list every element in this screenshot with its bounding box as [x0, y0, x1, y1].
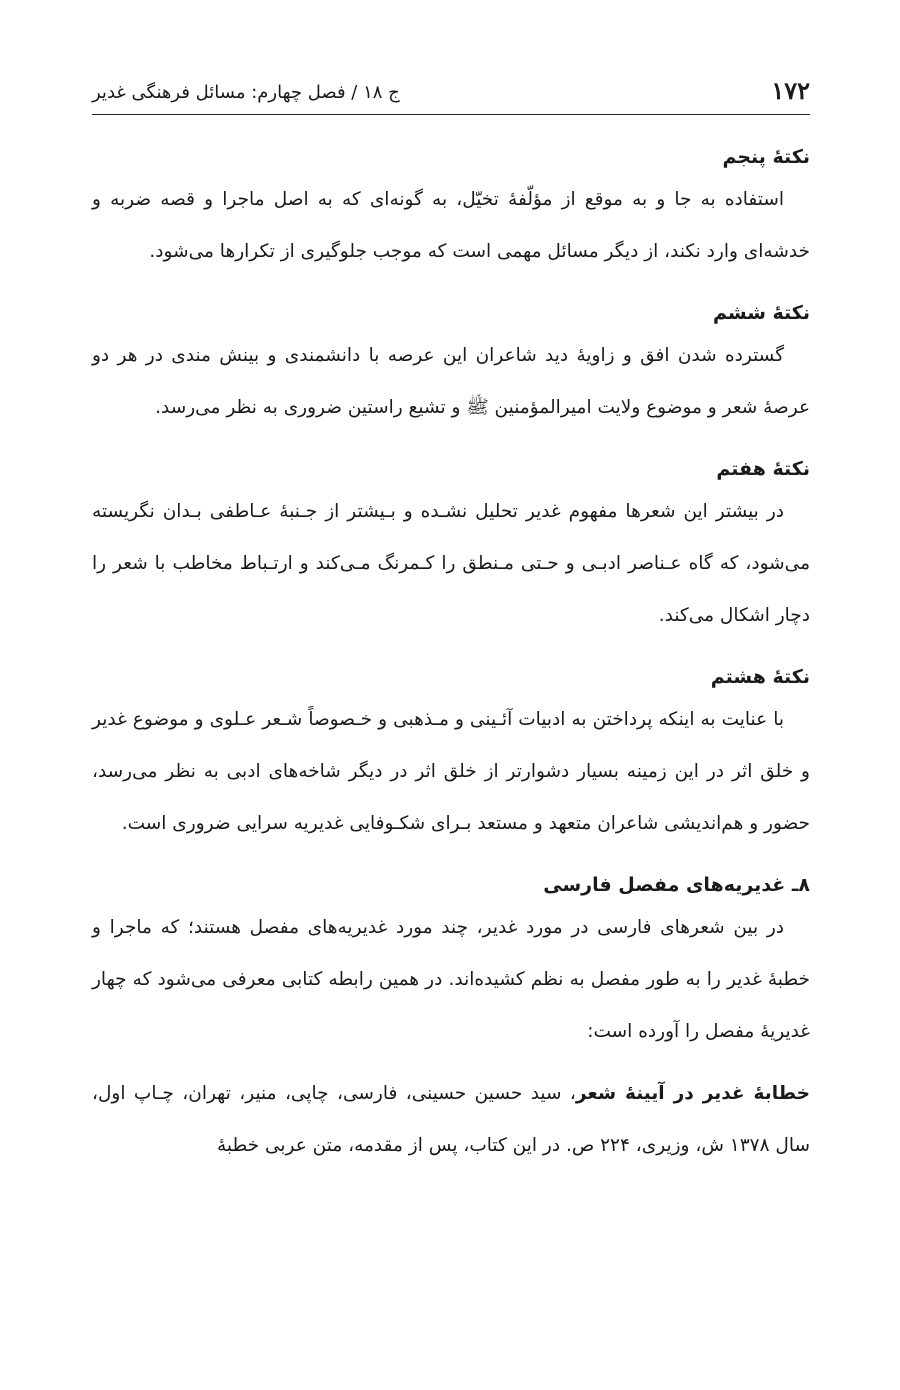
section-paragraph-persian-ghadiriyeh: در بین شعرهای فارسی در مورد غدیر، چند مورد غدیریه‌های مفصل هستند؛ که ماجرا و خطبۀ غدیر را به طور مفصل به نظم کشیده‌اند. در همین رابطه کتابی معرفی می‌شود که چهار غدیریۀ مفصل را آورده است: — [92, 917, 810, 1042]
page-number: ۱۷۲ — [771, 76, 810, 105]
section-heading-persian-ghadiriyeh: ۸ـ غدیریه‌های مفصل فارسی — [543, 874, 810, 896]
book-page — [92, 0, 810, 1390]
book-reference-details: ، سید حسین حسینی، فارسی، چاپی، منیر، تهران، چـاپ اول، سال ۱۳۷۸ ش، وزیری، ۲۲۴ ص. در این کتاب، پس از مقدمه، متن عربی خطبۀ — [92, 1083, 810, 1156]
running-title: ج ۱۸ / فصل چهارم: مسائل فرهنگی غدیر — [92, 82, 400, 103]
book-reference — [92, 1068, 810, 1172]
page-header — [92, 68, 810, 115]
section-paragraph-note-7: در بیشتر این شعرها مفهوم غدیر تحلیل نشـده و بـیشتر از جـنبۀ عـاطفی بـدان نگریسته می‌شود، که گاه عـناصر ادبـی و حـتی مـنطق را کـمرنگ مـی‌کند و ارتـباط مخاطب با شعر را دچار اشکال می‌کند. — [92, 501, 810, 626]
section-paragraph-note-6: گسترده شدن افق و زاویۀ دید شاعران این عرصه با دانشمندی و بینش مندی در هر دو عرصۀ شعر و موضوع ولایت امیرالمؤمنین ﷺ و تشیع راستین ضروری به نظر می‌رسد. — [92, 345, 810, 418]
book-reference-title: خطابۀ غدیر در آیینۀ شعر — [575, 1083, 811, 1104]
section-heading-note-6: نکتۀ ششم — [713, 302, 810, 324]
section-heading-note-7: نکتۀ هفتم — [716, 458, 810, 480]
section-paragraph-note-8: با عنایت به اینکه پرداختن به ادبیات آئـینی و مـذهبی و خـصوصاً شـعر عـلوی و موضوع غدیر و خلق اثر در این زمینه بسیار دشوارتر از خلق اثر در دیگر شاخه‌های ادبی به نظر می‌رسد، حضور و هم‌اندیشی شاعران متعهد و مستعد بـرای شکـوفایی غدیریه سرایی ضروری است. — [92, 709, 810, 834]
section-heading-note-8: نکتۀ هشتم — [710, 666, 810, 688]
section-paragraph-note-5: استفاده به جا و به موقع از مؤلّفۀ تخیّل، به گونه‌ای که به اصل ماجرا و قصه ضربه و خدشه‌ای وارد نکند، از دیگر مسائل مهمی است که موجب جلوگیری از تکرارها می‌شود. — [92, 189, 810, 262]
section-heading-note-5: نکتۀ پنجم — [722, 146, 810, 168]
page-body — [92, 140, 810, 1172]
